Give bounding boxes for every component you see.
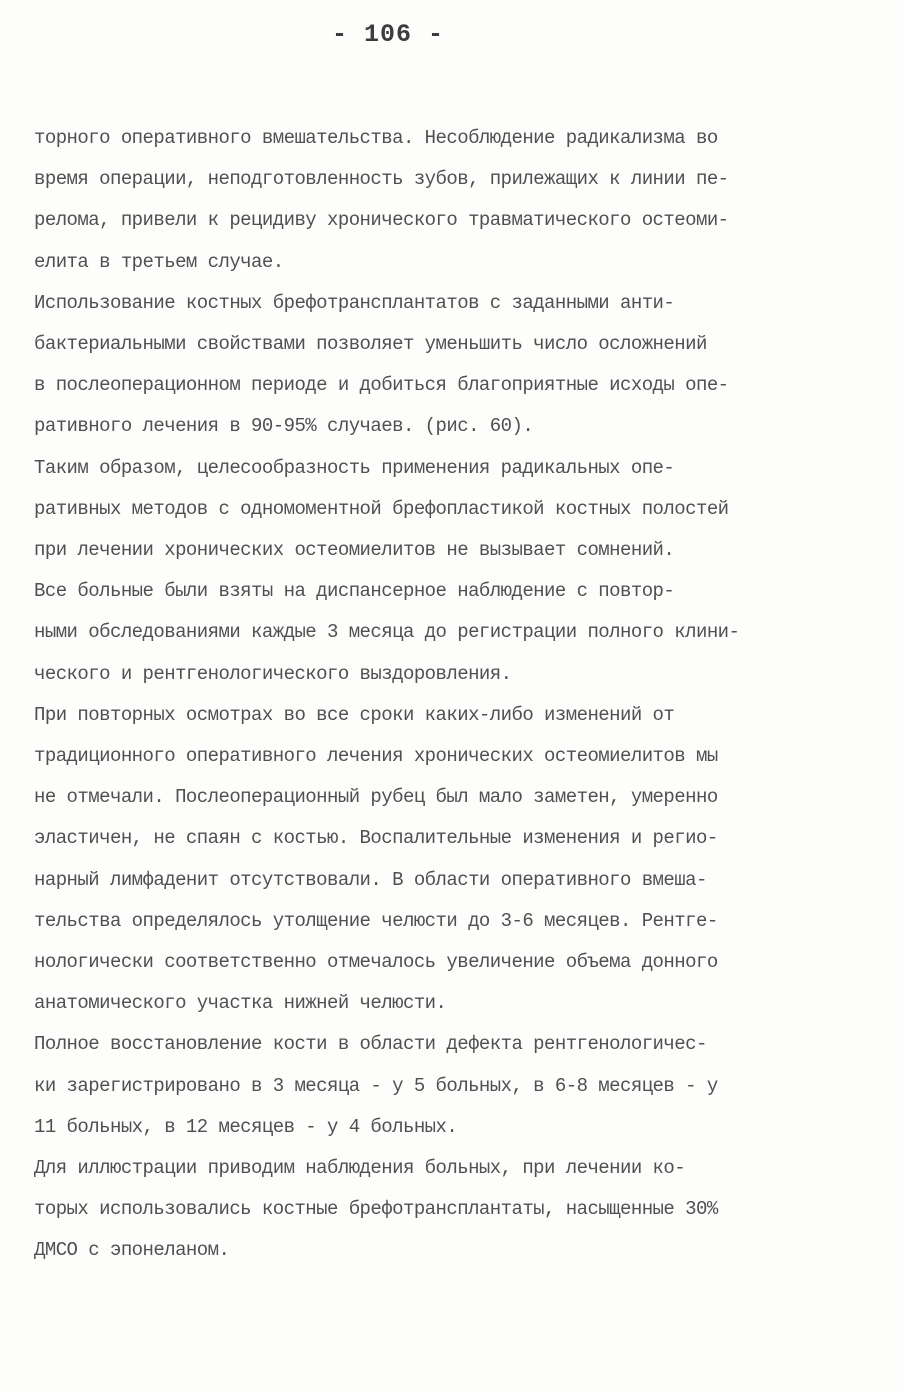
paragraph-6: Полное восстановление кости в области дефекта рентгенологичес- ки зарегистрировано в 3 месяца - у 5 больных, в 6-8 месяцев - у 11 больных, в 12 месяцев - у 4 больных.	[34, 1033, 718, 1138]
paragraph-7: Для иллюстрации приводим наблюдения больных, при лечении ко- торых использовались костные брефотрансплантаты, насыщенные 30% ДМСО с эпонеланом.	[34, 1157, 718, 1262]
paragraph-3: Таким образом, целесообразность применения радикальных опе- ративных методов с одномоментной брефопластикой костных полостей при лечении хронических остеомиелитов не вызывает сомнений.	[34, 456, 729, 562]
paragraph-4: Все больные были взяты на диспансерное наблюдение с повтор- ными обследованиями каждые 3 месяца до регистрации полного клини- ческого и рентгенологического выздоровления.	[34, 580, 740, 685]
paragraph-5: При повторных осмотрах во все сроки каких-либо изменений от традиционного оперативного лечения хронических остеомиелитов мы не отмечали. Послеоперационный рубец был мало заметен, умеренно эластичен, не спаян с костью. Воспалительные изменения и регио- нарный лимфаденит отсутствовали. В области оперативного вмеша- тельства определялось утолщение челюсти до 3-6 месяцев. Рентге- нологически соответственно отмечалось увеличение объема донного анатомического участка нижней челюсти.	[34, 703, 718, 1015]
body-text	[34, 118, 870, 1284]
paragraph-2: Использование костных брефотрансплантатов с заданными анти- бактериальными свойствами позволяет уменьшить число осложнений в послеоперационном периоде и добиться благоприятные исходы опе- ративного лечения в 90-95% случаев. (рис. 60).	[34, 291, 729, 438]
page-number: - 106 -	[331, 20, 445, 49]
paragraph-1: торного оперативного вмешательства. Несоблюдение радикализма во время операции, неподготовленность зубов, прилежащих к линии пе- релома, привели к рецидиву хронического травматического остеоми- елита в третьем случае.	[34, 127, 729, 273]
